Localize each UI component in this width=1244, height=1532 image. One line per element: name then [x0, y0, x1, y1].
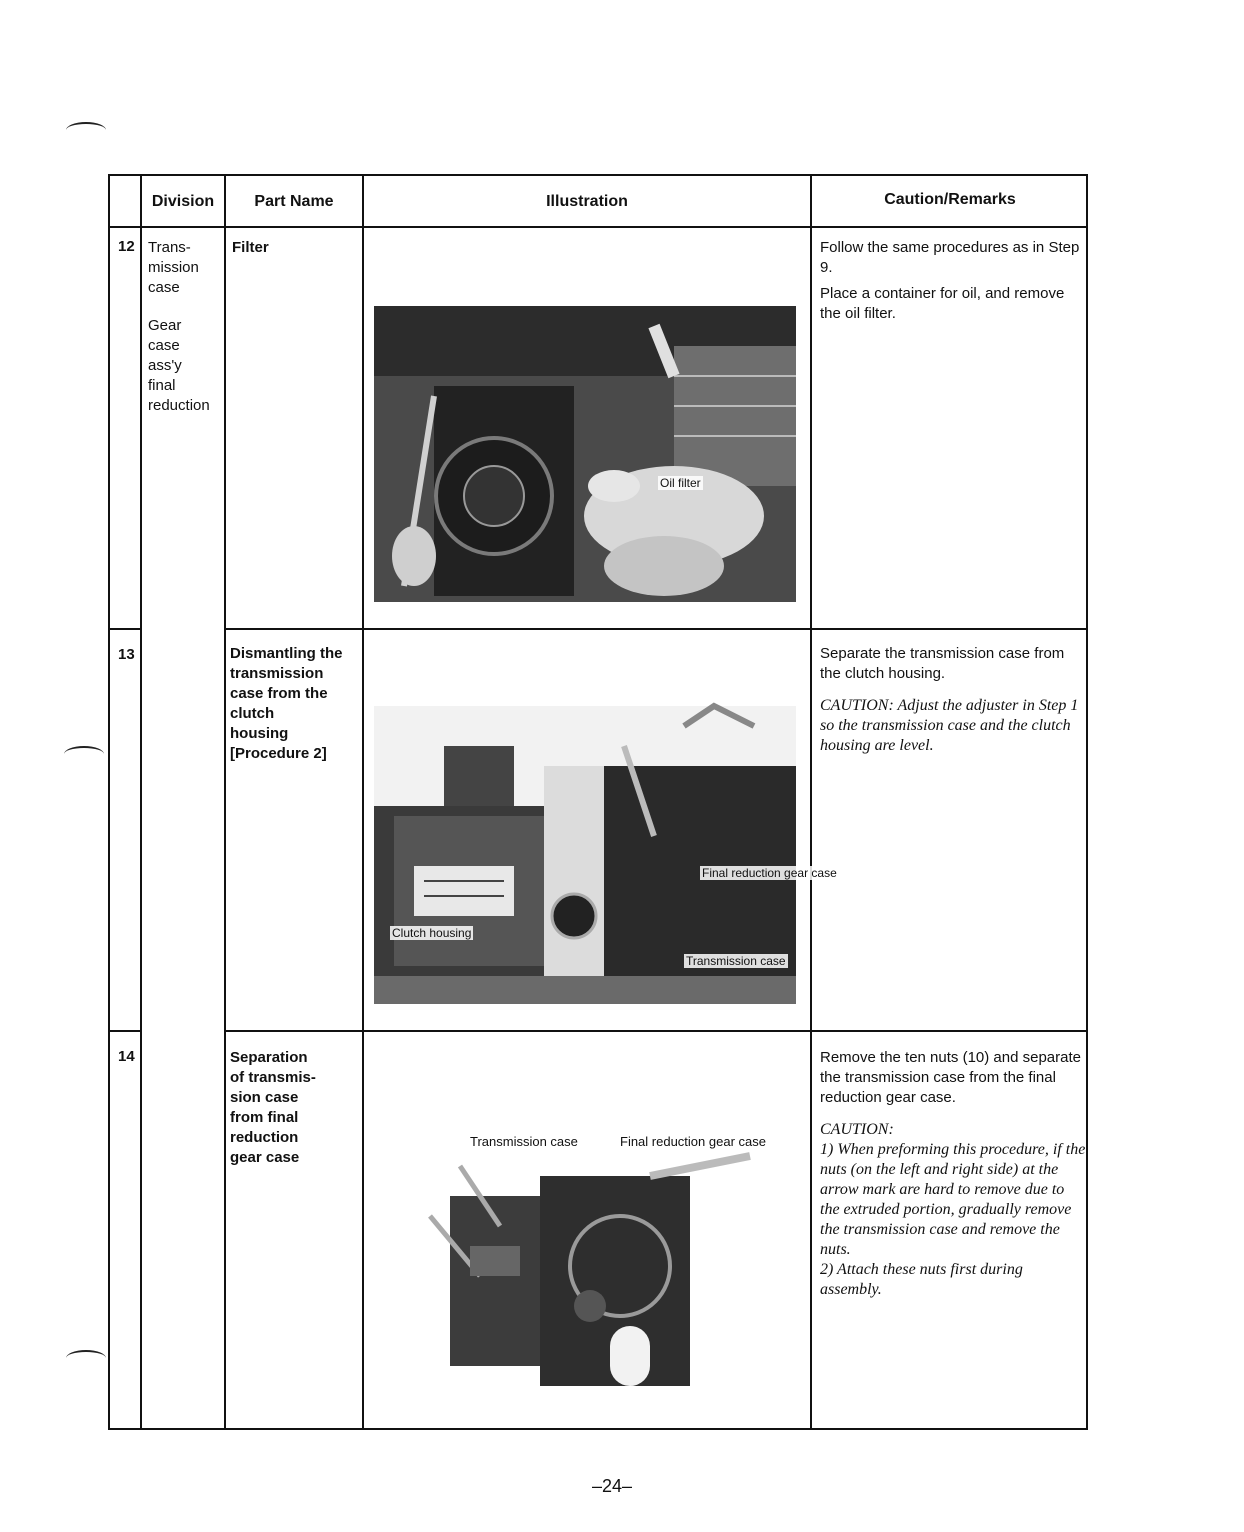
part-name-line: [Procedure 2] [230, 745, 327, 762]
procedure-table [108, 174, 1088, 1430]
part-name-line: gear case [230, 1149, 300, 1166]
remark-text: Follow the same procedures as in Step 9. [820, 239, 1080, 276]
part-name-separation [230, 1048, 360, 1168]
part-name-line: of transmis- [230, 1069, 316, 1086]
remarks-cell [820, 644, 1082, 762]
dismantling-photo [374, 706, 837, 1004]
step-number: 14 [118, 1048, 135, 1065]
punch-hole-mark [64, 746, 104, 762]
photo-label-transmission-case: Transmission case [470, 1134, 578, 1149]
part-name-line: reduction [230, 1129, 299, 1146]
oil-filter-photo [374, 306, 796, 602]
page-number: –24– [592, 1476, 633, 1496]
part-name-line: from final [230, 1109, 299, 1126]
division-line: final [148, 377, 176, 394]
caution-text: CAUTION: Adjust the adjuster in Step 1 so the transmission case and the clutch housing are level. [820, 697, 1079, 754]
division-line: ass'y [148, 357, 182, 374]
header-remarks: Caution/Remarks [884, 191, 1016, 208]
part-name-line: transmission [230, 665, 324, 682]
division-line: reduction [148, 397, 210, 414]
part-name-line: sion case [230, 1089, 299, 1106]
photo-label-final-reduction: Final reduction gear case [702, 866, 837, 880]
division-cell [148, 238, 224, 416]
division-line: mission [148, 259, 199, 276]
punch-hole-mark [66, 122, 106, 138]
division-line: Trans- [148, 239, 191, 256]
part-name-line: Filter [232, 239, 269, 256]
remarks-cell [820, 1048, 1086, 1306]
division-line: case [148, 337, 180, 354]
division-line: case [148, 279, 180, 296]
caution-item: 1) When preforming this procedure, if the nuts (on the left and right side) at the arrow mark are hard to remove due to the extruded portion, gradually remove the transmission case and remove the nuts. [820, 1141, 1086, 1258]
part-name-filter [232, 238, 269, 258]
division-line: Gear [148, 317, 182, 334]
step-number: 12 [118, 238, 135, 255]
part-name-line: Separation [230, 1049, 308, 1066]
photo-label-transmission-case: Transmission case [686, 954, 786, 968]
caution-title: CAUTION: [820, 1121, 894, 1138]
header-illustration: Illustration [546, 193, 628, 210]
remark-text: Place a container for oil, and remove the oil filter. [820, 285, 1065, 322]
punch-hole-mark [66, 1350, 106, 1366]
part-name-line: housing [230, 725, 289, 742]
photo-label-clutch-housing: Clutch housing [392, 926, 472, 940]
header-part-name: Part Name [254, 193, 334, 210]
part-name-line: case from the [230, 685, 328, 702]
separation-photo [420, 1156, 780, 1392]
remark-text: Separate the transmission case from the clutch housing. [820, 645, 1065, 682]
separation-photo-art [420, 1156, 780, 1392]
part-name-dismantling [230, 644, 360, 764]
part-name-line: clutch [230, 705, 275, 722]
step-number: 13 [118, 646, 135, 663]
photo-label-final-reduction: Final reduction gear case [620, 1134, 766, 1149]
part-name-line: Dismantling the [230, 645, 343, 662]
header-division: Division [151, 193, 215, 210]
oil-filter-photo-art [374, 306, 796, 602]
remark-text: Remove the ten nuts (10) and separate the transmission case from the final reduction gear case. [820, 1049, 1081, 1106]
caution-item: 2) Attach these nuts first during assembly. [820, 1261, 1023, 1298]
remarks-cell [820, 238, 1082, 330]
photo-label-oil-filter: Oil filter [660, 476, 701, 490]
